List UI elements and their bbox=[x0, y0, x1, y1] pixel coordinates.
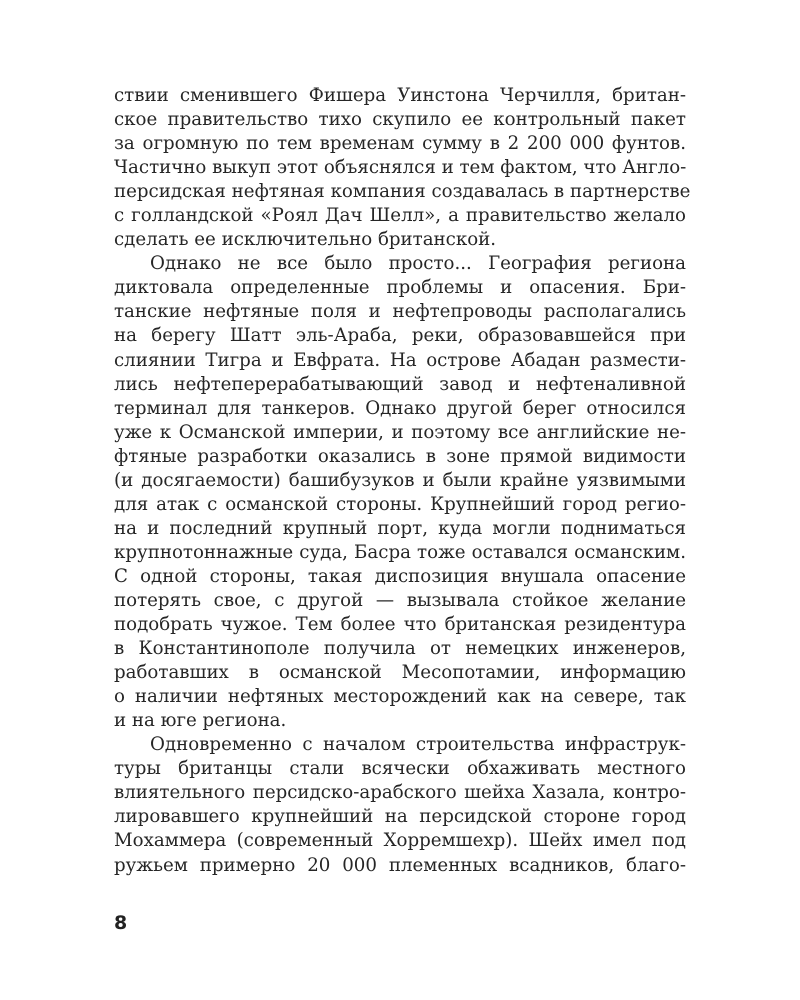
text-line: (и досягаемости) башибузуков и были крайне уязвимыми bbox=[114, 469, 686, 491]
text-line: для атак с османской стороны. Крупнейший город регио- bbox=[114, 493, 686, 515]
text-line: танские нефтяные поля и нефтепроводы располагались bbox=[114, 301, 686, 323]
text-line: о наличии нефтяных месторождений как на севере, так bbox=[114, 686, 686, 708]
text-line: фтяные разработки оказались в зоне прямой видимости bbox=[114, 445, 686, 467]
text-line: лировавшего крупнейший на персидской стороне город bbox=[114, 806, 686, 828]
text-line: на берегу Шатт эль-Араба, реки, образовавшейся при bbox=[114, 325, 686, 347]
text-line: влиятельного персидско-арабского шейха Хазала, контро- bbox=[114, 782, 686, 804]
text-line: туры британцы стали всячески обхаживать местного bbox=[114, 758, 686, 780]
text-line: уже к Османской империи, и поэтому все английские не- bbox=[114, 421, 686, 443]
text-line: ружьем примерно 20 000 племенных всадников, благо- bbox=[114, 854, 686, 876]
text-line: крупнотоннажные суда, Басра тоже оставался османским. bbox=[114, 541, 686, 563]
text-line: и на юге региона. bbox=[114, 710, 287, 732]
text-line: диктовала определенные проблемы и опасения. Бри- bbox=[114, 277, 686, 299]
text-line: персидская нефтяная компания создавалась в партнерстве bbox=[114, 181, 691, 203]
text-line: потерять свое, с другой — вызывала стойкое желание bbox=[114, 589, 686, 611]
text-line: с голландской «Роял Дач Шелл», а правительство желало bbox=[114, 205, 686, 227]
text-line: ское правительство тихо скупило ее контрольный пакет bbox=[114, 109, 686, 131]
text-line: подобрать чужое. Тем более что британская резидентура bbox=[114, 614, 686, 636]
text-line: С одной стороны, такая диспозиция внушала опасение bbox=[114, 565, 686, 587]
text-line: работавших в османской Месопотамии, информацию bbox=[114, 662, 686, 684]
text-line: лись нефтеперерабатывающий завод и нефтеналивной bbox=[114, 373, 686, 395]
text-line: сделать ее исключительно британской. bbox=[114, 229, 497, 251]
paragraph-first-line: Однако не все было просто... География региона bbox=[150, 253, 686, 275]
text-line: Мохаммера (современный Хорремшехр). Шейх имел под bbox=[114, 830, 686, 852]
text-line: слиянии Тигра и Евфрата. На острове Абадан размести- bbox=[114, 349, 686, 371]
body-text bbox=[114, 84, 691, 878]
text-line: на и последний крупный порт, куда могли подниматься bbox=[114, 517, 686, 539]
page-number: 8 bbox=[114, 912, 128, 934]
paragraph-first-line: Одновременно с началом строительства инфраструк- bbox=[150, 734, 686, 756]
text-line: терминал для танкеров. Однако другой берег относился bbox=[114, 397, 686, 419]
text-line: за огромную по тем временам сумму в 2 200 000 фунтов. bbox=[114, 133, 686, 155]
text-line: ствии сменившего Фишера Уинстона Черчилля, британ- bbox=[114, 85, 686, 106]
text-line: в Константинополе получила от немецких инженеров, bbox=[114, 638, 686, 660]
text-line: Частично выкуп этот объяснялся и тем фактом, что Англо- bbox=[114, 157, 687, 179]
